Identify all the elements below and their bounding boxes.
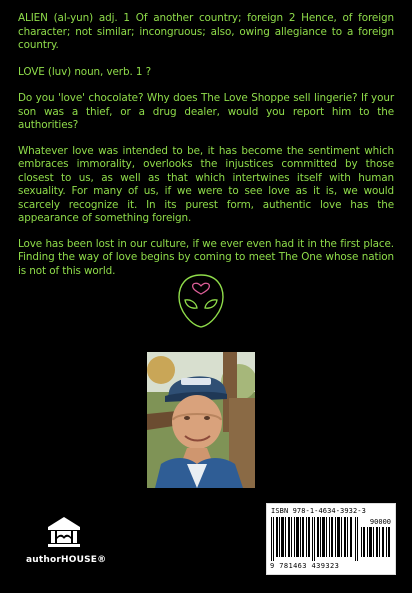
heart-shape: [193, 283, 210, 294]
isbn-label: ISBN 978-1-4634-3932-3: [271, 507, 366, 515]
back-cover-text: [18, 12, 394, 290]
price-code: 90000: [369, 518, 391, 526]
love-definition: LOVE (luv) noun, verb. 1 ?: [18, 65, 151, 78]
author-photo: [147, 352, 255, 488]
barcode: [266, 503, 396, 575]
ean-digits: 9 781463 439323: [270, 562, 340, 570]
closing-paragraph: Love has been lost in our culture, if we ever even had it in the first place. Finding the way of love begins by coming to meet The One whose nation is not of this world.: [18, 237, 394, 277]
publisher-logo: [26, 515, 107, 575]
questions-paragraph: Do you 'love' chocolate? Why does The Love Shoppe sell lingerie? If your son was a thief, or a drug dealer, would you report him to the authorities?: [18, 92, 394, 131]
house-book-icon: [46, 515, 82, 549]
barcode-bars: [271, 517, 359, 561]
sentiment-paragraph: Whatever love was intended to be, it has become the sentiment which embraces immorality, overlooks the injustices committed by those closest to us, as well as that which intertwines itself with human sexuality. For many of us, if we were to see love as it is, we would scarcely recognize it. In its purest form, authentic love has the appearance of something foreign.: [18, 144, 394, 224]
alien-definition: ALIEN (al-yun) adj. 1 Of another country; foreign 2 Hence, of foreign character; not similar; incongruous; also, owing allegiance to a foreign country.: [18, 12, 394, 51]
alien-heart-icon: [177, 273, 225, 329]
publisher-name: authorHOUSE®: [26, 555, 107, 565]
price-barcode-bars: [361, 527, 391, 557]
